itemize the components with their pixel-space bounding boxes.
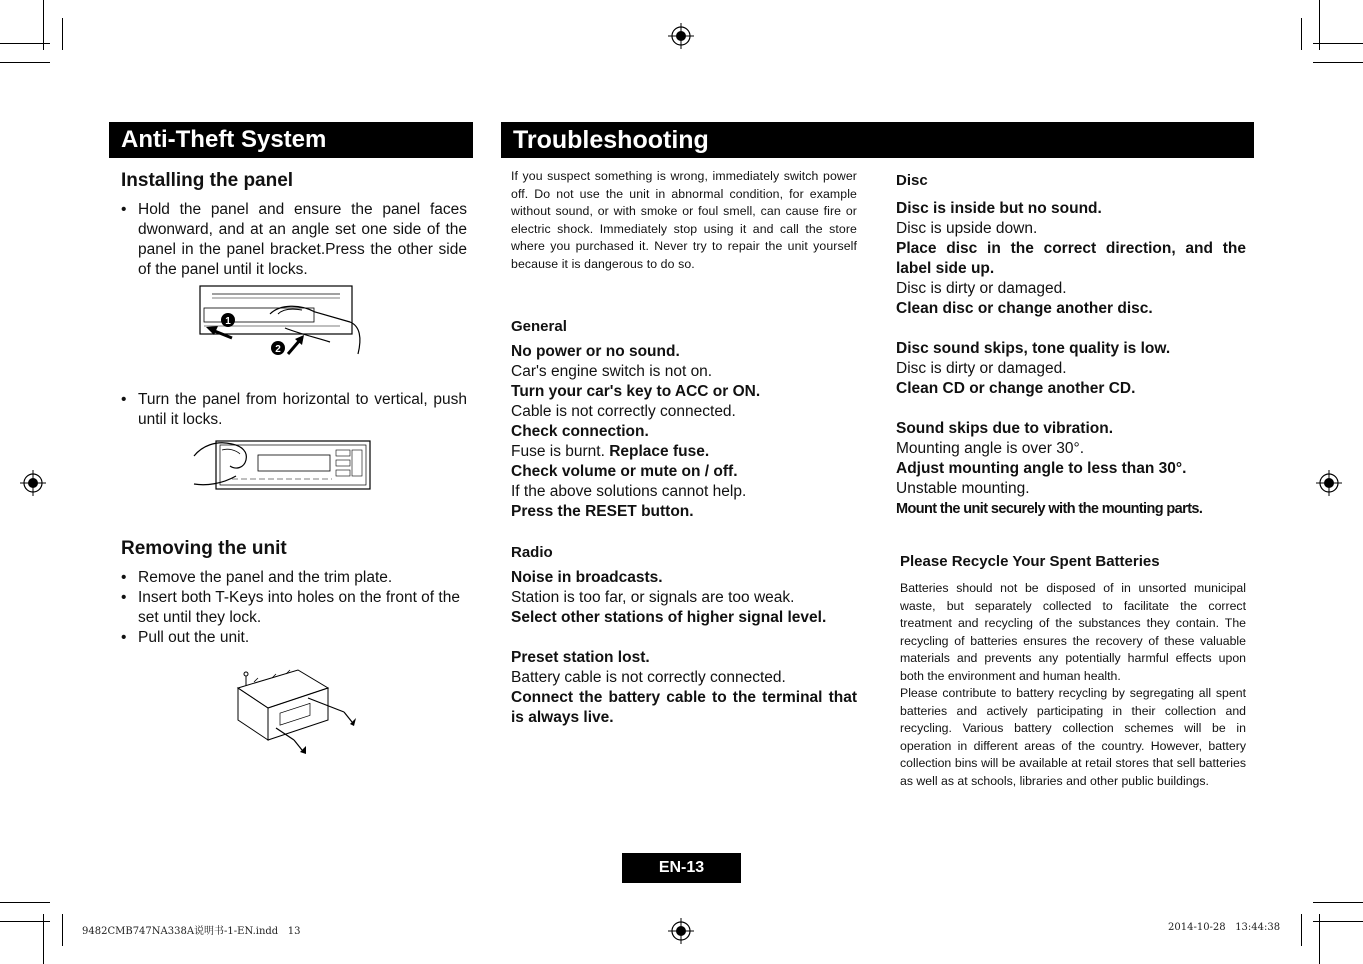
- recycle-text: [900, 580, 1246, 790]
- registration-mark-icon: [1316, 470, 1342, 496]
- general-fix-key: Turn your car's key to ACC or ON.: [511, 383, 761, 400]
- disc-problem-vibration: Sound skips due to vibration.: [896, 420, 1114, 437]
- install-step-1: [121, 200, 467, 280]
- crop-mark: [43, 914, 44, 964]
- install-panel-figure: [190, 282, 370, 362]
- radio-problem-noise: Noise in broadcasts.: [511, 569, 663, 586]
- crop-mark: [1319, 914, 1320, 964]
- bullet-icon: •: [121, 589, 127, 606]
- remove-unit-figure: [228, 658, 364, 760]
- radio-cause-battery: Battery cable is not correctly connected.: [511, 669, 786, 686]
- recycle-paragraph-2: Please contribute to battery recycling by segregating all spent batteries and actively participating in their collection and recycling. Various battery collection schemes will be in operation in different areas of the country. However, battery collection bins will be available at retail stores that sell batteries as well as at schools, libraries and other public buildings.: [900, 686, 1246, 788]
- disc-fix-angle: Adjust mounting angle to less than 30°.: [896, 460, 1187, 477]
- radio-cause-weak: Station is too far, or signals are too weak.: [511, 589, 795, 606]
- crop-mark: [62, 18, 63, 50]
- remove-step-2: [121, 588, 467, 628]
- troubleshooting-header: Troubleshooting: [501, 122, 1254, 158]
- radio-fix-battery: Connect the battery cable to the terminal that is always live.: [511, 689, 857, 726]
- radio-section: [511, 568, 857, 728]
- disc-cause-upside: Disc is upside down.: [896, 220, 1038, 237]
- disc-fix-direction: Place disc in the correct direction, and the label side up.: [896, 240, 1246, 277]
- disc-cause-unstable: Unstable mounting.: [896, 480, 1030, 497]
- remove-step-1-text: Remove the panel and the trim plate.: [138, 569, 393, 586]
- troubleshooting-intro: If you suspect something is wrong, immediately switch power off. Do not use the unit in abnormal condition, for example without sound, or with smoke or foul smell, can cause fire or electric shock. Immediately stop using it and call the store where you purchased it. Never try to repair the unit yourself because it is dangerous to do so.: [511, 169, 857, 271]
- registration-mark-icon: [20, 470, 46, 496]
- general-fix-fuse: Replace fuse.: [609, 443, 710, 460]
- recycle-paragraph-1: Batteries should not be disposed of in unsorted municipal waste, but separately collected to facilitate the correct treatment and recycling of the substances they contain. The recycling of batteries ensures the recovery of these valuable materials and prevents any potentially harmful effects upon both the environment and human health.: [900, 581, 1246, 683]
- removing-unit-title: Removing the unit: [121, 538, 287, 559]
- crop-mark: [1301, 914, 1302, 946]
- fig-label-2: 2: [275, 344, 281, 355]
- general-cause-cable: Cable is not correctly connected.: [511, 403, 736, 420]
- crop-mark: [1313, 921, 1363, 922]
- recycle-title: Please Recycle Your Spent Batteries: [900, 553, 1160, 570]
- bullet-icon: •: [121, 629, 127, 646]
- install-step-1-text: Hold the panel and ensure the panel faces dwonward, and at an angle set one side of the panel in the panel bracket.Press the other side of the panel until it locks.: [138, 201, 467, 278]
- disc-problem-no-sound: Disc is inside but no sound.: [896, 200, 1102, 217]
- radio-fix-station: Select other stations of higher signal level.: [511, 609, 827, 626]
- crop-mark: [0, 902, 50, 903]
- general-fix-volume: Check volume or mute on / off.: [511, 463, 738, 480]
- general-fuse-line: [511, 442, 857, 462]
- remove-step-1: [121, 568, 467, 588]
- anti-theft-header: Anti-Theft System: [109, 122, 473, 158]
- fig-label-1: 1: [225, 316, 231, 327]
- crop-mark: [1301, 18, 1302, 50]
- installing-panel-title: Installing the panel: [121, 170, 294, 191]
- spacer: [896, 399, 1246, 419]
- install-step-2-text: Turn the panel from horizontal to vertical, push until it locks.: [138, 391, 467, 428]
- registration-mark-icon: [668, 918, 694, 944]
- bullet-icon: •: [121, 569, 127, 586]
- general-cause-engine: Car's engine switch is not on.: [511, 363, 713, 380]
- disc-problem-skips: Disc sound skips, tone quality is low.: [896, 340, 1171, 357]
- general-cause-other: If the above solutions cannot help.: [511, 483, 747, 500]
- install-step-2: [121, 390, 467, 430]
- general-problem-no-power: No power or no sound.: [511, 343, 680, 360]
- remove-step-3: [121, 628, 467, 648]
- remove-step-2-text: Insert both T-Keys into holes on the front of the set until they lock.: [138, 589, 460, 626]
- crop-mark: [62, 914, 63, 946]
- bullet-icon: •: [121, 201, 127, 218]
- crop-mark: [1319, 0, 1320, 50]
- remove-step-3-text: Pull out the unit.: [138, 629, 250, 646]
- radio-problem-preset: Preset station lost.: [511, 649, 650, 666]
- footer-file-info: 9482CMB747NA338A说明书-1-EN.indd 13: [82, 926, 301, 937]
- footer-timestamp: 2014-10-28 13:44:38: [1168, 922, 1281, 933]
- general-fix-reset: Press the RESET button.: [511, 503, 694, 520]
- general-section-title: General: [511, 318, 567, 335]
- disc-cause-angle: Mounting angle is over 30°.: [896, 440, 1085, 457]
- page-number-badge: EN-13: [622, 853, 741, 883]
- disc-section: [896, 199, 1246, 519]
- crop-mark: [0, 62, 50, 63]
- disc-cause-dirty-2: Disc is dirty or damaged.: [896, 360, 1067, 377]
- disc-fix-mount: Mount the unit securely with the mounting parts.: [896, 501, 1203, 517]
- general-fix-connection: Check connection.: [511, 423, 649, 440]
- crop-mark: [43, 0, 44, 50]
- bullet-icon: •: [121, 391, 127, 408]
- crop-mark: [1313, 62, 1363, 63]
- disc-fix-clean-cd: Clean CD or change another CD.: [896, 380, 1136, 397]
- rotate-panel-figure: [192, 436, 374, 494]
- crop-mark: [1313, 43, 1363, 44]
- disc-cause-dirty: Disc is dirty or damaged.: [896, 280, 1067, 297]
- registration-mark-icon: [668, 23, 694, 49]
- spacer: [896, 319, 1246, 339]
- general-section: [511, 342, 857, 522]
- spacer: [511, 628, 857, 648]
- crop-mark: [1313, 902, 1363, 903]
- disc-section-title: Disc: [896, 172, 928, 189]
- radio-section-title: Radio: [511, 544, 553, 561]
- general-cause-fuse: Fuse is burnt.: [511, 443, 610, 460]
- disc-fix-clean: Clean disc or change another disc.: [896, 300, 1153, 317]
